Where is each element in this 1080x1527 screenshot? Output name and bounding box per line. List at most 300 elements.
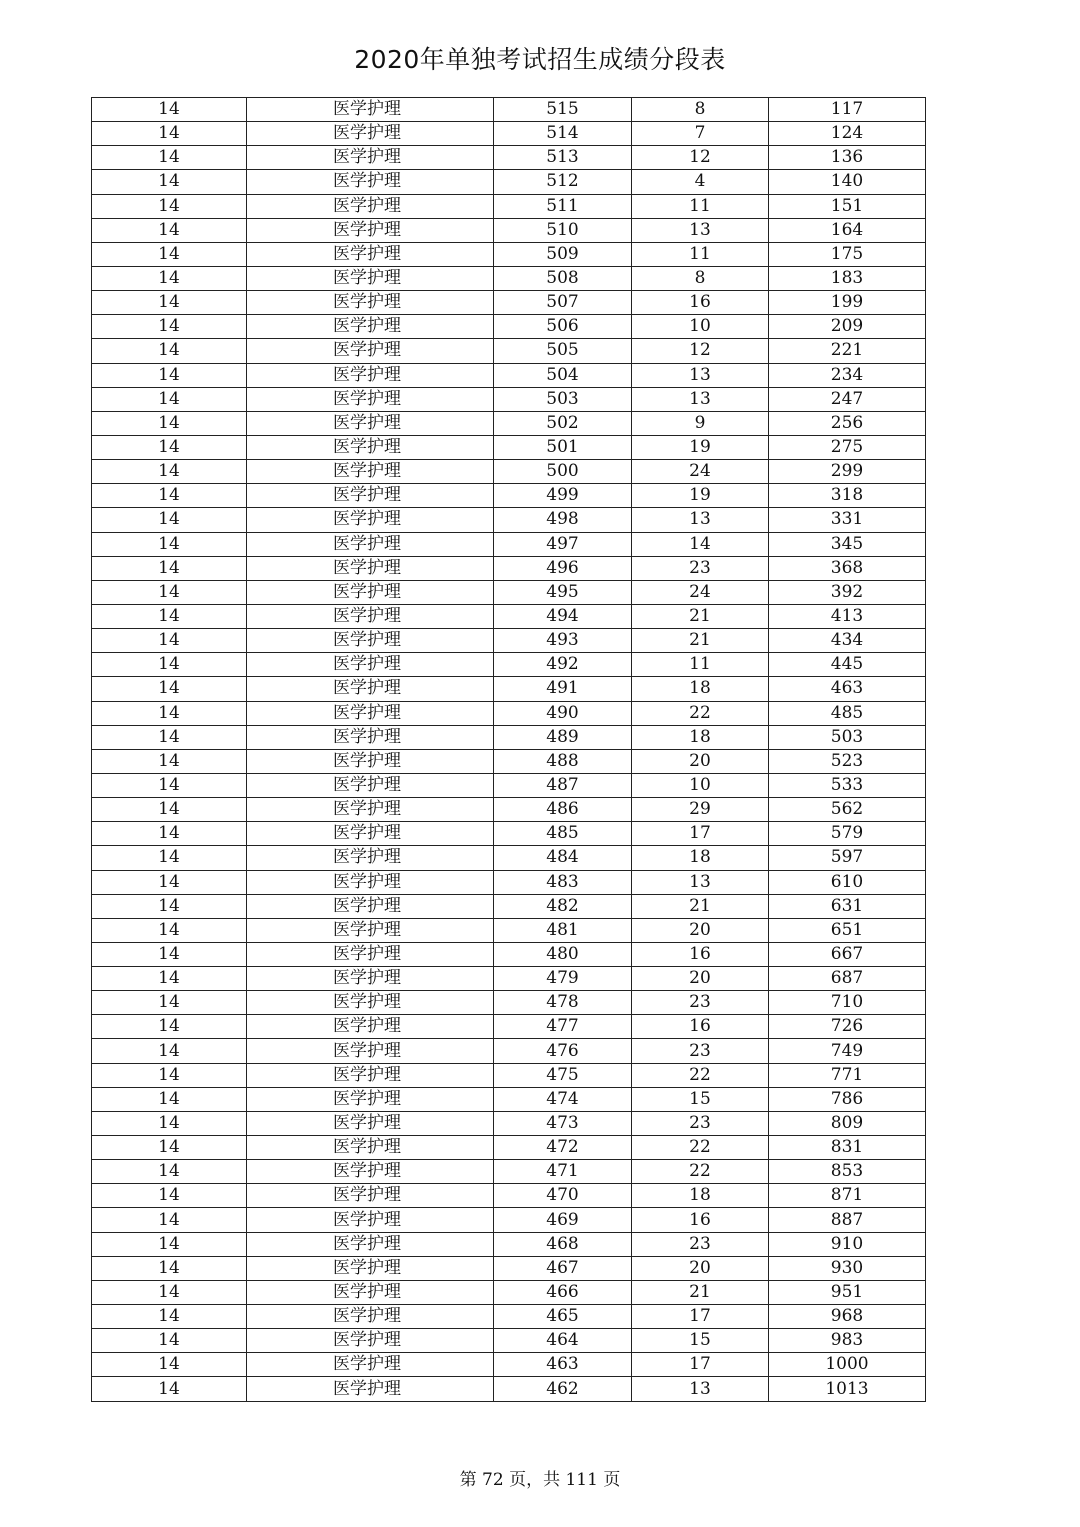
category-cell: 14 (92, 629, 247, 653)
major-cell: 医学护理 (247, 773, 494, 797)
score-cell: 474 (494, 1087, 632, 1111)
category-cell: 14 (92, 387, 247, 411)
count-cell: 23 (632, 1232, 769, 1256)
table-row (92, 363, 926, 387)
cumulative-cell: 930 (769, 1256, 926, 1280)
table-row (92, 387, 926, 411)
score-cell: 470 (494, 1184, 632, 1208)
score-cell: 482 (494, 894, 632, 918)
count-cell: 23 (632, 1111, 769, 1135)
major-cell: 医学护理 (247, 411, 494, 435)
score-cell: 480 (494, 942, 632, 966)
category-cell: 14 (92, 846, 247, 870)
table-row (92, 725, 926, 749)
cumulative-cell: 124 (769, 122, 926, 146)
table-row (92, 1184, 926, 1208)
cumulative-cell: 164 (769, 218, 926, 242)
count-cell: 18 (632, 846, 769, 870)
cumulative-cell: 562 (769, 798, 926, 822)
cumulative-cell: 117 (769, 98, 926, 122)
category-cell: 14 (92, 556, 247, 580)
score-cell: 491 (494, 677, 632, 701)
table-row (92, 604, 926, 628)
table-row (92, 701, 926, 725)
count-cell: 16 (632, 1015, 769, 1039)
major-cell: 医学护理 (247, 146, 494, 170)
category-cell: 14 (92, 604, 247, 628)
table-row (92, 846, 926, 870)
cumulative-cell: 710 (769, 991, 926, 1015)
count-cell: 18 (632, 725, 769, 749)
count-cell: 23 (632, 556, 769, 580)
major-cell: 医学护理 (247, 1256, 494, 1280)
table-row (92, 1208, 926, 1232)
major-cell: 医学护理 (247, 653, 494, 677)
count-cell: 7 (632, 122, 769, 146)
cumulative-cell: 199 (769, 291, 926, 315)
cumulative-cell: 275 (769, 435, 926, 459)
cumulative-cell: 463 (769, 677, 926, 701)
major-cell: 医学护理 (247, 315, 494, 339)
table-row (92, 266, 926, 290)
category-cell: 14 (92, 1184, 247, 1208)
major-cell: 医学护理 (247, 460, 494, 484)
cumulative-cell: 910 (769, 1232, 926, 1256)
category-cell: 14 (92, 1087, 247, 1111)
category-cell: 14 (92, 242, 247, 266)
category-cell: 14 (92, 701, 247, 725)
category-cell: 14 (92, 266, 247, 290)
score-cell: 502 (494, 411, 632, 435)
count-cell: 16 (632, 942, 769, 966)
count-cell: 23 (632, 991, 769, 1015)
score-cell: 490 (494, 701, 632, 725)
major-cell: 医学护理 (247, 1063, 494, 1087)
score-cell: 507 (494, 291, 632, 315)
major-cell: 医学护理 (247, 870, 494, 894)
table-row (92, 1160, 926, 1184)
category-cell: 14 (92, 435, 247, 459)
category-cell: 14 (92, 991, 247, 1015)
cumulative-cell: 434 (769, 629, 926, 653)
table-row (92, 556, 926, 580)
count-cell: 8 (632, 266, 769, 290)
table-row (92, 1353, 926, 1377)
table-row (92, 1136, 926, 1160)
major-cell: 医学护理 (247, 532, 494, 556)
major-cell: 医学护理 (247, 991, 494, 1015)
major-cell: 医学护理 (247, 918, 494, 942)
table-row (92, 242, 926, 266)
major-cell: 医学护理 (247, 701, 494, 725)
table-body (92, 98, 926, 1402)
score-cell: 495 (494, 580, 632, 604)
table-row (92, 1039, 926, 1063)
score-cell: 469 (494, 1208, 632, 1232)
major-cell: 医学护理 (247, 749, 494, 773)
category-cell: 14 (92, 773, 247, 797)
table-row (92, 1111, 926, 1135)
major-cell: 医学护理 (247, 170, 494, 194)
category-cell: 14 (92, 291, 247, 315)
table-row (92, 1329, 926, 1353)
table-row (92, 1305, 926, 1329)
table-row (92, 1015, 926, 1039)
count-cell: 21 (632, 1280, 769, 1304)
major-cell: 医学护理 (247, 677, 494, 701)
category-cell: 14 (92, 870, 247, 894)
cumulative-cell: 1000 (769, 1353, 926, 1377)
cumulative-cell: 140 (769, 170, 926, 194)
major-cell: 医学护理 (247, 266, 494, 290)
count-cell: 18 (632, 1184, 769, 1208)
score-cell: 488 (494, 749, 632, 773)
table-row (92, 677, 926, 701)
table-row (92, 435, 926, 459)
score-cell: 501 (494, 435, 632, 459)
score-cell: 484 (494, 846, 632, 870)
count-cell: 22 (632, 1136, 769, 1160)
count-cell: 11 (632, 242, 769, 266)
category-cell: 14 (92, 1015, 247, 1039)
category-cell: 14 (92, 315, 247, 339)
count-cell: 13 (632, 363, 769, 387)
category-cell: 14 (92, 411, 247, 435)
major-cell: 医学护理 (247, 122, 494, 146)
category-cell: 14 (92, 1377, 247, 1401)
score-cell: 479 (494, 967, 632, 991)
category-cell: 14 (92, 98, 247, 122)
major-cell: 医学护理 (247, 1208, 494, 1232)
category-cell: 14 (92, 1256, 247, 1280)
count-cell: 13 (632, 508, 769, 532)
count-cell: 21 (632, 604, 769, 628)
cumulative-cell: 234 (769, 363, 926, 387)
major-cell: 医学护理 (247, 894, 494, 918)
table-row (92, 1087, 926, 1111)
cumulative-cell: 831 (769, 1136, 926, 1160)
cumulative-cell: 345 (769, 532, 926, 556)
score-cell: 463 (494, 1353, 632, 1377)
cumulative-cell: 368 (769, 556, 926, 580)
category-cell: 14 (92, 798, 247, 822)
cumulative-cell: 247 (769, 387, 926, 411)
count-cell: 24 (632, 580, 769, 604)
table-row (92, 629, 926, 653)
count-cell: 17 (632, 1305, 769, 1329)
major-cell: 医学护理 (247, 942, 494, 966)
table-row (92, 218, 926, 242)
count-cell: 29 (632, 798, 769, 822)
score-cell: 497 (494, 532, 632, 556)
major-cell: 医学护理 (247, 218, 494, 242)
category-cell: 14 (92, 725, 247, 749)
cumulative-cell: 136 (769, 146, 926, 170)
major-cell: 医学护理 (247, 339, 494, 363)
cumulative-cell: 392 (769, 580, 926, 604)
count-cell: 10 (632, 315, 769, 339)
count-cell: 16 (632, 1208, 769, 1232)
score-cell: 498 (494, 508, 632, 532)
major-cell: 医学护理 (247, 1136, 494, 1160)
table-row (92, 484, 926, 508)
category-cell: 14 (92, 1305, 247, 1329)
table-row (92, 460, 926, 484)
count-cell: 20 (632, 1256, 769, 1280)
score-cell: 513 (494, 146, 632, 170)
count-cell: 8 (632, 98, 769, 122)
table-row (92, 532, 926, 556)
table-row (92, 508, 926, 532)
cumulative-cell: 1013 (769, 1377, 926, 1401)
score-cell: 504 (494, 363, 632, 387)
major-cell: 医学护理 (247, 435, 494, 459)
score-cell: 508 (494, 266, 632, 290)
score-cell: 487 (494, 773, 632, 797)
score-cell: 496 (494, 556, 632, 580)
category-cell: 14 (92, 484, 247, 508)
score-cell: 512 (494, 170, 632, 194)
count-cell: 24 (632, 460, 769, 484)
count-cell: 20 (632, 918, 769, 942)
cumulative-cell: 175 (769, 242, 926, 266)
table-row (92, 411, 926, 435)
table-row (92, 749, 926, 773)
count-cell: 23 (632, 1039, 769, 1063)
category-cell: 14 (92, 1063, 247, 1087)
category-cell: 14 (92, 580, 247, 604)
count-cell: 20 (632, 967, 769, 991)
cumulative-cell: 503 (769, 725, 926, 749)
table-row (92, 653, 926, 677)
cumulative-cell: 853 (769, 1160, 926, 1184)
score-cell: 499 (494, 484, 632, 508)
cumulative-cell: 523 (769, 749, 926, 773)
major-cell: 医学护理 (247, 1160, 494, 1184)
count-cell: 17 (632, 1353, 769, 1377)
table-row (92, 1063, 926, 1087)
major-cell: 医学护理 (247, 291, 494, 315)
score-cell: 468 (494, 1232, 632, 1256)
category-cell: 14 (92, 1160, 247, 1184)
page-title: 2020年单独考试招生成绩分段表 (354, 45, 726, 74)
category-cell: 14 (92, 967, 247, 991)
count-cell: 13 (632, 218, 769, 242)
score-cell: 515 (494, 98, 632, 122)
table-row (92, 773, 926, 797)
count-cell: 21 (632, 629, 769, 653)
score-cell: 514 (494, 122, 632, 146)
table-row (92, 1256, 926, 1280)
major-cell: 医学护理 (247, 242, 494, 266)
category-cell: 14 (92, 1039, 247, 1063)
category-cell: 14 (92, 894, 247, 918)
cumulative-cell: 809 (769, 1111, 926, 1135)
score-cell: 494 (494, 604, 632, 628)
score-cell: 476 (494, 1039, 632, 1063)
table-row (92, 98, 926, 122)
cumulative-cell: 651 (769, 918, 926, 942)
category-cell: 14 (92, 339, 247, 363)
category-cell: 14 (92, 1329, 247, 1353)
count-cell: 19 (632, 435, 769, 459)
major-cell: 医学护理 (247, 1184, 494, 1208)
score-cell: 489 (494, 725, 632, 749)
score-cell: 492 (494, 653, 632, 677)
score-cell: 493 (494, 629, 632, 653)
category-cell: 14 (92, 122, 247, 146)
category-cell: 14 (92, 942, 247, 966)
major-cell: 医学护理 (247, 194, 494, 218)
count-cell: 10 (632, 773, 769, 797)
table-row (92, 194, 926, 218)
score-table (91, 97, 926, 1402)
table-row (92, 1232, 926, 1256)
cumulative-cell: 318 (769, 484, 926, 508)
cumulative-cell: 749 (769, 1039, 926, 1063)
major-cell: 医学护理 (247, 1111, 494, 1135)
count-cell: 18 (632, 677, 769, 701)
cumulative-cell: 413 (769, 604, 926, 628)
score-cell: 506 (494, 315, 632, 339)
count-cell: 13 (632, 387, 769, 411)
count-cell: 13 (632, 870, 769, 894)
category-cell: 14 (92, 1353, 247, 1377)
table-row (92, 1377, 926, 1401)
major-cell: 医学护理 (247, 508, 494, 532)
major-cell: 医学护理 (247, 1353, 494, 1377)
cumulative-cell: 209 (769, 315, 926, 339)
major-cell: 医学护理 (247, 1015, 494, 1039)
cumulative-cell: 485 (769, 701, 926, 725)
count-cell: 20 (632, 749, 769, 773)
count-cell: 21 (632, 894, 769, 918)
category-cell: 14 (92, 653, 247, 677)
major-cell: 医学护理 (247, 822, 494, 846)
major-cell: 医学护理 (247, 1039, 494, 1063)
major-cell: 医学护理 (247, 1232, 494, 1256)
count-cell: 11 (632, 194, 769, 218)
category-cell: 14 (92, 1136, 247, 1160)
cumulative-cell: 631 (769, 894, 926, 918)
score-cell: 473 (494, 1111, 632, 1135)
cumulative-cell: 951 (769, 1280, 926, 1304)
score-cell: 481 (494, 918, 632, 942)
count-cell: 17 (632, 822, 769, 846)
score-cell: 485 (494, 822, 632, 846)
score-cell: 466 (494, 1280, 632, 1304)
table-row (92, 798, 926, 822)
count-cell: 15 (632, 1329, 769, 1353)
table-row (92, 315, 926, 339)
count-cell: 14 (632, 532, 769, 556)
score-cell: 471 (494, 1160, 632, 1184)
count-cell: 13 (632, 1377, 769, 1401)
score-cell: 475 (494, 1063, 632, 1087)
major-cell: 医学护理 (247, 1329, 494, 1353)
cumulative-cell: 579 (769, 822, 926, 846)
cumulative-cell: 871 (769, 1184, 926, 1208)
table-row (92, 894, 926, 918)
table-row (92, 291, 926, 315)
category-cell: 14 (92, 170, 247, 194)
score-cell: 486 (494, 798, 632, 822)
score-cell: 503 (494, 387, 632, 411)
major-cell: 医学护理 (247, 387, 494, 411)
score-cell: 464 (494, 1329, 632, 1353)
page-footer: 第 72 页，共 111 页 (459, 1470, 621, 1490)
cumulative-cell: 597 (769, 846, 926, 870)
major-cell: 医学护理 (247, 1305, 494, 1329)
major-cell: 医学护理 (247, 98, 494, 122)
table-row (92, 942, 926, 966)
count-cell: 12 (632, 146, 769, 170)
cumulative-cell: 256 (769, 411, 926, 435)
major-cell: 医学护理 (247, 484, 494, 508)
category-cell: 14 (92, 749, 247, 773)
category-cell: 14 (92, 822, 247, 846)
category-cell: 14 (92, 146, 247, 170)
major-cell: 医学护理 (247, 580, 494, 604)
major-cell: 医学护理 (247, 1377, 494, 1401)
table-row (92, 918, 926, 942)
cumulative-cell: 667 (769, 942, 926, 966)
category-cell: 14 (92, 677, 247, 701)
score-cell: 500 (494, 460, 632, 484)
table-row (92, 822, 926, 846)
cumulative-cell: 299 (769, 460, 926, 484)
count-cell: 4 (632, 170, 769, 194)
cumulative-cell: 331 (769, 508, 926, 532)
table-row (92, 170, 926, 194)
category-cell: 14 (92, 218, 247, 242)
score-cell: 472 (494, 1136, 632, 1160)
major-cell: 医学护理 (247, 1280, 494, 1304)
cumulative-cell: 726 (769, 1015, 926, 1039)
count-cell: 22 (632, 701, 769, 725)
count-cell: 12 (632, 339, 769, 363)
score-cell: 505 (494, 339, 632, 363)
major-cell: 医学护理 (247, 556, 494, 580)
table-row (92, 991, 926, 1015)
major-cell: 医学护理 (247, 1087, 494, 1111)
cumulative-cell: 983 (769, 1329, 926, 1353)
major-cell: 医学护理 (247, 967, 494, 991)
category-cell: 14 (92, 194, 247, 218)
table-row (92, 339, 926, 363)
count-cell: 9 (632, 411, 769, 435)
count-cell: 15 (632, 1087, 769, 1111)
cumulative-cell: 445 (769, 653, 926, 677)
major-cell: 医学护理 (247, 846, 494, 870)
cumulative-cell: 786 (769, 1087, 926, 1111)
major-cell: 医学护理 (247, 363, 494, 387)
category-cell: 14 (92, 508, 247, 532)
table-row (92, 1280, 926, 1304)
score-cell: 510 (494, 218, 632, 242)
table-row (92, 870, 926, 894)
score-cell: 478 (494, 991, 632, 1015)
category-cell: 14 (92, 918, 247, 942)
score-cell: 465 (494, 1305, 632, 1329)
table-row (92, 146, 926, 170)
score-cell: 462 (494, 1377, 632, 1401)
table-row (92, 967, 926, 991)
count-cell: 16 (632, 291, 769, 315)
table-row (92, 580, 926, 604)
count-cell: 22 (632, 1063, 769, 1087)
score-cell: 467 (494, 1256, 632, 1280)
